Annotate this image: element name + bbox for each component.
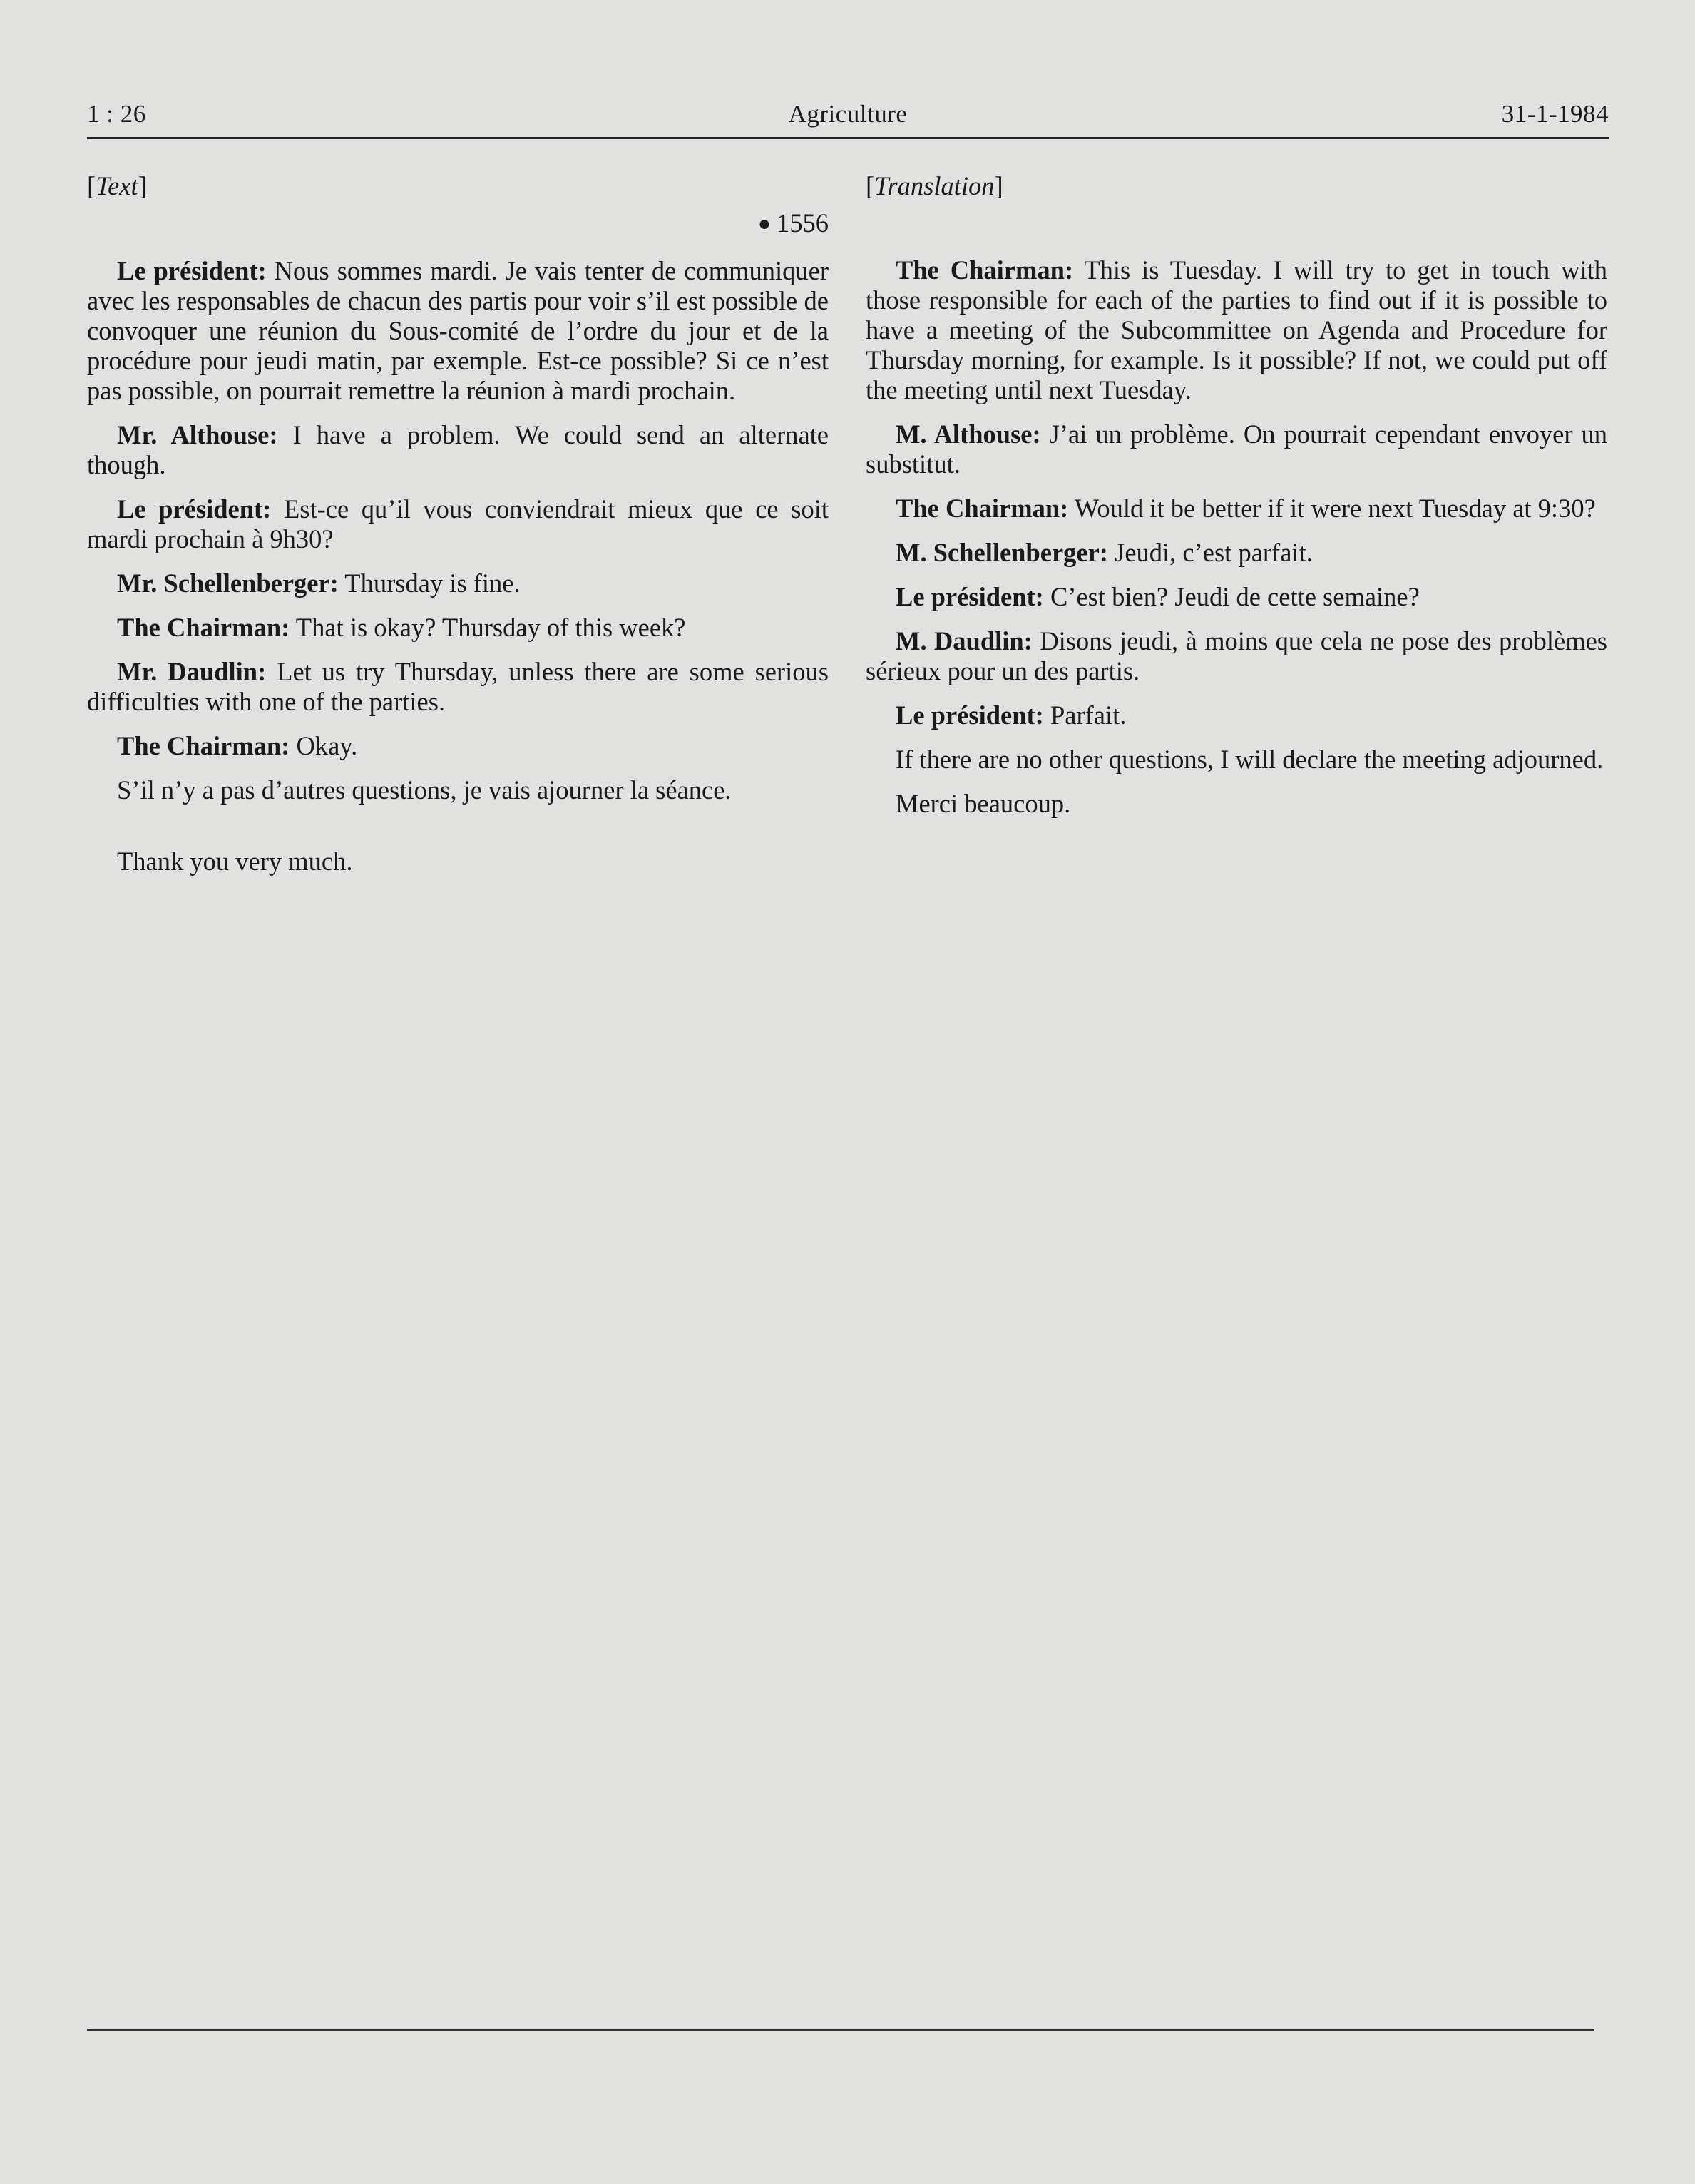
time-marker: ● 1556 bbox=[757, 208, 829, 238]
speech-paragraph: Mr. Althouse: I have a problem. We could send an alternate though. bbox=[87, 420, 829, 479]
speech-paragraph: Le président: Est-ce qu’il vous conviendrait mieux que ce soit mardi prochain à 9h30? bbox=[87, 494, 829, 553]
speech-paragraph: M. Althouse: J’ai un problème. On pourrait cependant envoyer un substitut. bbox=[866, 419, 1608, 479]
speech-paragraph: Mr. Daudlin: Let us try Thursday, unless there are some serious difficulties with one of the parties. bbox=[87, 657, 829, 716]
speech-paragraph: Le président: Parfait. bbox=[896, 700, 1127, 730]
page-header bbox=[87, 100, 1609, 137]
speech-paragraph: Merci beaucoup. bbox=[896, 789, 1071, 818]
speech-paragraph: Le président: C’est bien? Jeudi de cette semaine? bbox=[896, 582, 1420, 611]
speech-paragraph: Le président: Nous sommes mardi. Je vais tenter de communiquer avec les responsables de chacun des partis pour voir s’il est possible de convoquer une réunion du Sous-comité de l’ordre du jour et de la procédure pour jeudi matin, par exemple. Est-ce possible? Si ce n’est pas possible, on pourrait remettre la réunion à mardi prochain. bbox=[87, 256, 829, 405]
right-column bbox=[866, 171, 1607, 833]
speech-paragraph: S’il n’y a pas d’autres questions, je vais ajourner la séance. bbox=[117, 775, 732, 805]
header-rule bbox=[87, 137, 1609, 139]
section-label-text: [Text] bbox=[87, 171, 147, 200]
speech-paragraph: M. Daudlin: Disons jeudi, à moins que cela ne pose des problèmes sérieux pour un des partis. bbox=[866, 626, 1607, 685]
speech-paragraph: The Chairman: Would it be better if it were next Tuesday at 9:30? bbox=[896, 494, 1596, 523]
section-label-translation: [Translation] bbox=[866, 171, 1003, 200]
publication-title: Agriculture bbox=[788, 100, 908, 128]
time-marker-spacer bbox=[866, 208, 1607, 238]
speech-paragraph: The Chairman: That is okay? Thursday of this week? bbox=[117, 613, 686, 642]
bullet-icon: ● bbox=[757, 212, 771, 235]
page-number: 1 : 26 bbox=[87, 100, 146, 128]
speech-paragraph: The Chairman: Okay. bbox=[117, 731, 358, 760]
speech-paragraph: Thank you very much. bbox=[117, 847, 353, 876]
page-date: 31-1-1984 bbox=[1501, 100, 1609, 128]
speech-paragraph: M. Schellenberger: Jeudi, c’est parfait. bbox=[896, 538, 1313, 567]
speech-paragraph: The Chairman: This is Tuesday. I will try to get in touch with those responsible for each of the parties to find out if it is possible to have a meeting of the Subcommittee on Agenda and Procedure for Thursday morning, for example. Is it possible? If not, we could put off the meeting until next Tuesday. bbox=[866, 255, 1607, 404]
speech-paragraph: Mr. Schellenberger: Thursday is fine. bbox=[117, 568, 521, 598]
footer-rule bbox=[87, 2029, 1594, 2031]
speech-paragraph: If there are no other questions, I will declare the meeting adjourned. bbox=[896, 745, 1604, 774]
left-column bbox=[87, 171, 829, 891]
